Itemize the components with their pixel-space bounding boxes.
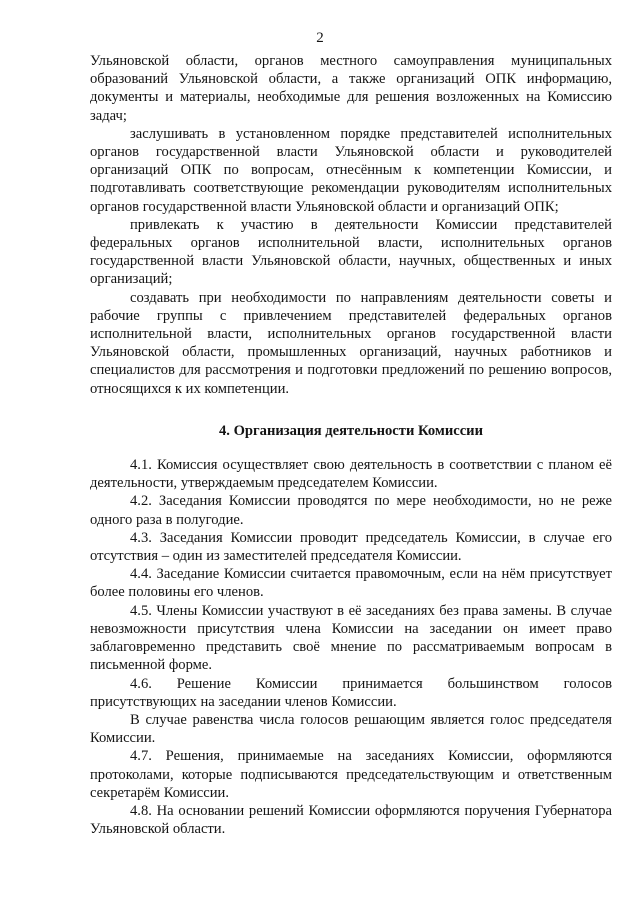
paragraph-continuation: Ульяновской области, органов местного самоуправления муниципальных образований Ульяновской области, а также организаций ОПК информацию, документы и материалы, необходимые для решения возложенных на Комиссию задач; xyxy=(90,53,612,124)
paragraph-involve-representatives: привлекать к участию в деятельности Комиссии представителей федеральных органов исполнительной власти, исполнительных органов государственной власти Ульяновской области, научных, общественных и иных организаций; xyxy=(90,216,612,288)
document-body xyxy=(90,52,612,838)
clause-4-5: 4.5. Члены Комиссии участвуют в её заседаниях без права замены. В случае невозможности присутствия члена Комиссии на заседании он имеет право заблаговременно представить своё мнение по рассматриваемым вопросам в письменной форме. xyxy=(90,602,612,674)
clause-4-2: 4.2. Заседания Комиссии проводятся по мере необходимости, но не реже одного раза в полугодие. xyxy=(90,493,612,528)
clause-4-6: 4.6. Решение Комиссии принимается большинством голосов присутствующих на заседании членов Комиссии. xyxy=(90,675,612,710)
clause-4-7: 4.7. Решения, принимаемые на заседаниях Комиссии, оформляются протоколами, которые подписываются председательствующим и ответственным секретарём Комиссии. xyxy=(90,748,612,801)
paragraph-hear-representatives: заслушивать в установленном порядке представителей исполнительных органов государственной власти Ульяновской области и руководителей организаций ОПК по вопросам, отнесённым к компетенции Комиссии, и подготавливать соответствующие рекомендации руководителям исполнительных органов государственной власти Ульяновской области и организаций ОПК; xyxy=(90,125,612,215)
clause-4-1: 4.1. Комиссия осуществляет свою деятельность в соответствии с планом её деятельности, утверждаемым председателем Комиссии. xyxy=(90,457,612,492)
clause-4-6-tie: В случае равенства числа голосов решающим является голос председателя Комиссии. xyxy=(90,711,612,747)
clause-4-3: 4.3. Заседания Комиссии проводит председатель Комиссии, в случае его отсутствия – один из заместителей председателя Комиссии. xyxy=(90,529,612,565)
section-heading: 4. Организация деятельности Комиссии xyxy=(218,422,484,439)
clause-4-8: 4.8. На основании решений Комиссии оформляются поручения Губернатора Ульяновской области. xyxy=(90,802,612,838)
clause-4-4: 4.4. Заседание Комиссии считается правомочным, если на нём присутствует более половины его членов. xyxy=(90,566,612,601)
paragraph-create-councils: создавать при необходимости по направлениям деятельности советы и рабочие группы с привлечением представителей федеральных органов исполнительной власти, исполнительных органов государственной власти Ульяновской области, промышленных организаций, научных работников и специалистов для рассмотрения и подготовки предложений по решению вопросов, относящихся к их компетенции. xyxy=(90,289,612,397)
page-number: 2 xyxy=(316,30,324,46)
